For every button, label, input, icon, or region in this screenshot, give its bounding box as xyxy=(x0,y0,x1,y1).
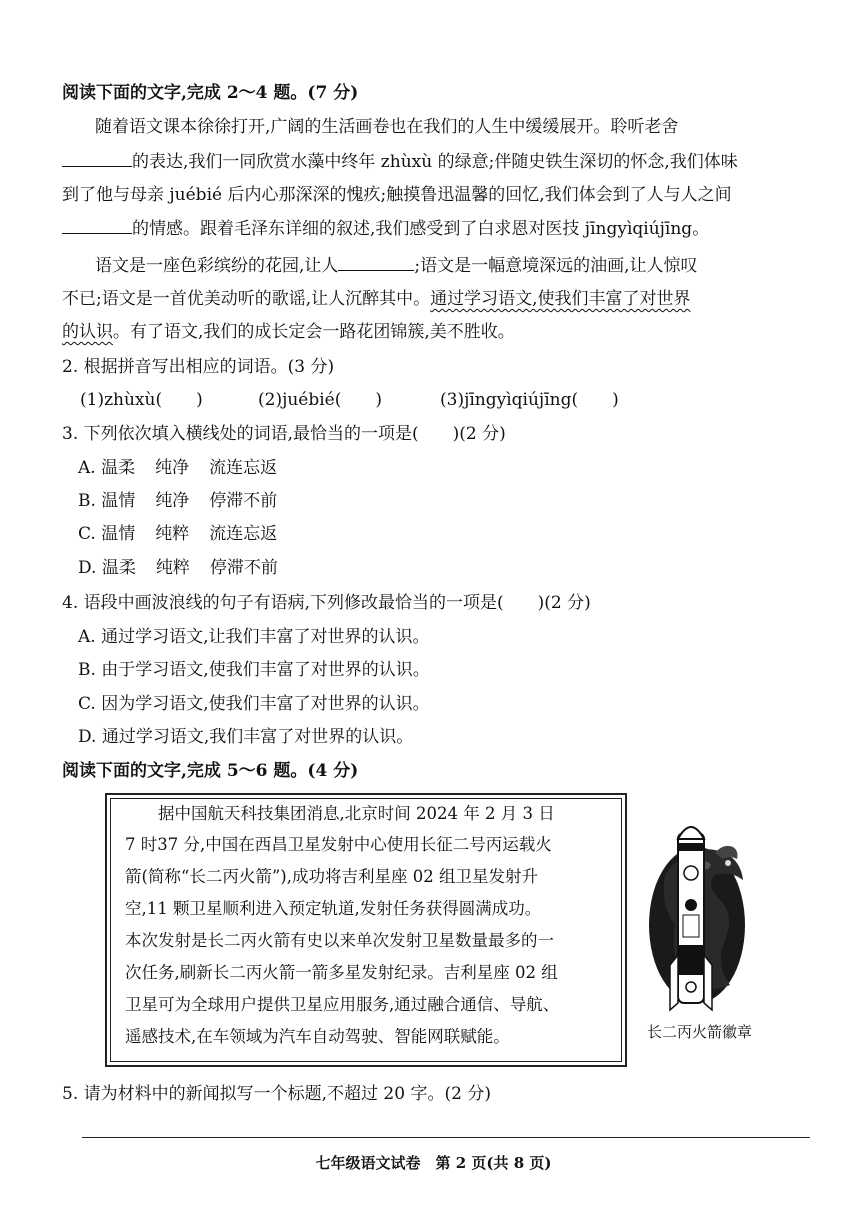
choice-option[interactable]: B. 温情 纯净 停滞不前 xyxy=(78,491,278,511)
choice-option[interactable]: C. 因为学习语文,使我们丰富了对世界的认识。 xyxy=(78,694,430,714)
question-stem: 5. 请为材料中的新闻拟写一个标题,不超过 20 字。(2 分) xyxy=(62,1084,491,1104)
section-heading: 阅读下面的文字,完成 5～6 题。(4 分) xyxy=(62,761,359,781)
passage-line: 的表达,我们一同欣赏水藻中终年 zhùxù 的绿意;伴随史铁生深切的怀念,我们体味 xyxy=(62,150,738,173)
fill-blank[interactable] xyxy=(338,254,414,271)
choice-option[interactable]: D. 通过学习语文,我们丰富了对世界的认识。 xyxy=(78,727,414,747)
wavy-underlined-sentence: 通过学习语文,使我们丰富了对世界 xyxy=(430,289,691,309)
fill-blank[interactable] xyxy=(62,150,132,167)
passage-line: 随着语文课本徐徐打开,广阔的生活画卷也在我们的人生中缓缓展开。聆听老舍 xyxy=(95,117,679,137)
passage-line: 的情感。跟着毛泽东详细的叙述,我们感受到了白求恩对医技 jīngyìqiújīng。 xyxy=(62,217,709,240)
choice-option[interactable]: D. 温柔 纯粹 停滞不前 xyxy=(78,558,278,578)
question-stem: 3. 下列依次填入横线处的词语,最恰当的一项是( )(2 分) xyxy=(62,424,506,444)
choice-option[interactable]: B. 由于学习语文,使我们丰富了对世界的认识。 xyxy=(78,660,430,680)
news-line: 遥感技术,在车领域为汽车自动驾驶、智能网联赋能。 xyxy=(125,1027,510,1046)
section-heading: 阅读下面的文字,完成 2～4 题。(7 分) xyxy=(62,83,359,103)
question-stem: 4. 语段中画波浪线的句子有语病,下列修改最恰当的一项是( )(2 分) xyxy=(62,593,591,613)
wavy-underlined-sentence: 的认识 xyxy=(62,322,113,342)
news-line: 空,11 颗卫星顺利进入预定轨道,发射任务获得圆满成功。 xyxy=(125,899,542,918)
news-line: 次任务,刷新长二丙火箭一箭多星发射纪录。吉利星座 02 组 xyxy=(125,963,558,982)
page-footer: 七年级语文试卷 第 2 页(共 8 页) xyxy=(315,1154,552,1172)
choice-option[interactable]: A. 温柔 纯净 流连忘返 xyxy=(78,458,278,478)
answer-item[interactable]: (3)jīngyìqiújīng( ) xyxy=(440,390,619,410)
passage-line: 到了他与母亲 juébié 后内心那深深的愧疚;触摸鲁迅温馨的回忆,我们体会到了人与人之间 xyxy=(62,185,732,205)
news-line: 7 时37 分,中国在西昌卫星发射中心使用长征二号丙运载火 xyxy=(125,835,552,854)
news-line: 据中国航天科技集团消息,北京时间 2024 年 2 月 3 日 xyxy=(125,804,555,823)
news-line: 本次发射是长二丙火箭有史以来单次发射卫星数量最多的一 xyxy=(125,931,554,950)
choice-option[interactable]: C. 温情 纯粹 流连忘返 xyxy=(78,524,278,544)
question-stem: 2. 根据拼音写出相应的词语。(3 分) xyxy=(62,357,335,377)
rocket-badge-image xyxy=(645,815,750,1020)
fill-blank[interactable] xyxy=(62,217,132,234)
answer-item[interactable]: (1)zhùxù( ) xyxy=(80,390,203,410)
passage-line: 不已;语文是一首优美动听的歌谣,让人沉醉其中。通过学习语文,使我们丰富了对世界 xyxy=(62,289,691,309)
news-line: 卫星可为全球用户提供卫星应用服务,通过融合通信、导航、 xyxy=(125,995,560,1014)
answer-item[interactable]: (2)juébié( ) xyxy=(258,390,383,410)
footer-divider xyxy=(82,1137,810,1138)
passage-line: 的认识。有了语文,我们的成长定会一路花团锦簇,美不胜收。 xyxy=(62,322,515,342)
passage-line: 语文是一座色彩缤纷的花园,让人 ;语文是一幅意境深远的油画,让人惊叹 xyxy=(95,256,698,276)
badge-caption: 长二丙火箭徽章 xyxy=(647,1023,753,1041)
choice-option[interactable]: A. 通过学习语文,让我们丰富了对世界的认识。 xyxy=(78,627,430,647)
news-line: 箭(简称“长二丙火箭”),成功将吉利星座 02 组卫星发射升 xyxy=(125,867,538,886)
